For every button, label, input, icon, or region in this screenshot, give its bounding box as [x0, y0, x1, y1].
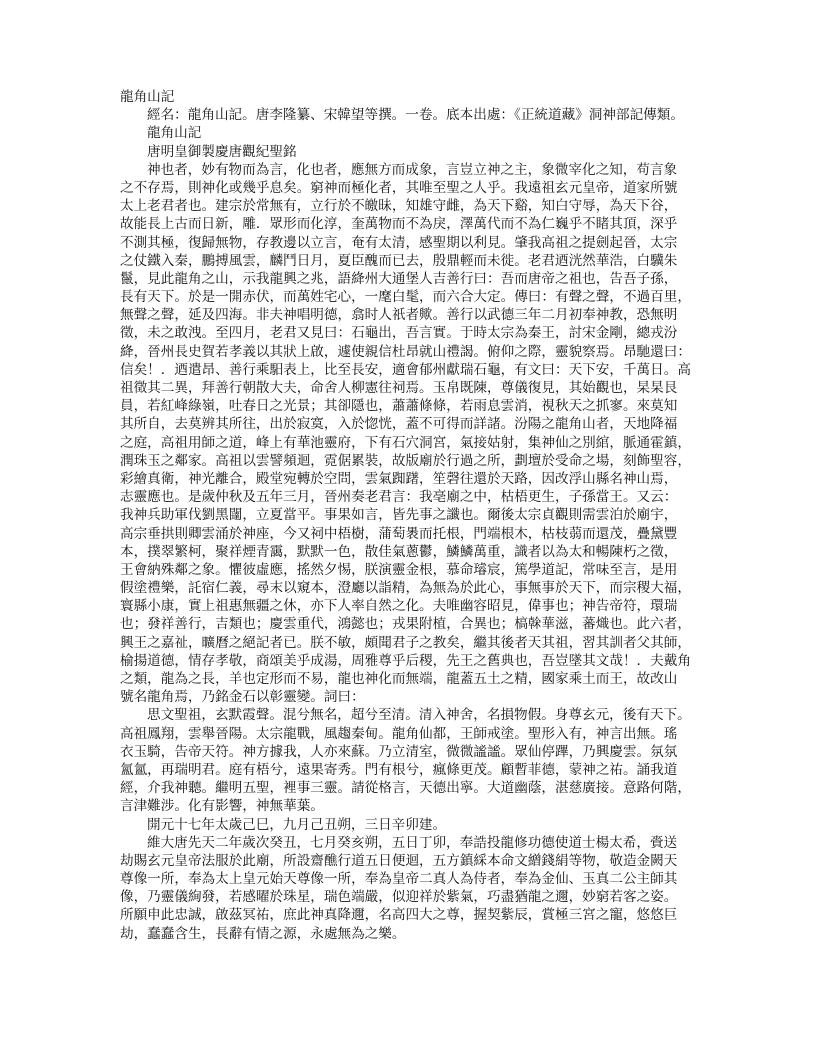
text-line: 不測其極，復歸無物，存教邊以立言，奄有太清，感聖期以利見。肇我高祖之提劍起晉，太宗	[120, 234, 678, 251]
text-line: 徵，未之敢洩。至四月，老君又見曰：石龜出，吾言實。于時太宗為秦王，討宋金剛，總戎汾	[120, 325, 678, 342]
text-line: 本，撲翠繁柯，聚祥煙青靄，默默一色，散佳氣蔥鬱，鱗鱗萬重，識者以為太和暢陳朽之徵，	[120, 543, 678, 560]
text-line: 所願申此忠誠，啟茲冥祐，庶此神真降邇，名高四大之尊，握契紫辰，賞極三宮之寵，悠悠巨	[120, 907, 678, 924]
text-line: 無聲之聲，延及四海。非夫神唱明德，翕时人祇者歟。善行以武德三年二月初奉神教，恐無明	[120, 307, 678, 324]
verse-line: 經，介我神聽。繼明五聖，裡事三靈。請從格言，天德出寧。大道幽蔭，湛慈廣接。意路何階，	[120, 780, 691, 797]
text-line: 維大唐先天二年歲次癸丑，七月癸亥朔，五日丁卯，奉誥投龍修功德使道士楊太希，賫送	[147, 834, 678, 851]
text-line: 志靈應也。是歲仲秋及五年三月，晉州奏老君言：我亳廟之中，枯梧更生，子孫當王。又云：	[120, 489, 678, 506]
text-line: 神也者，妙有物而為言，化也者，應無方而成象，言豈立神之主，象微宰化之知，苟言象	[147, 161, 678, 178]
text-line: 王會納殊鄰之象。懼彼虛應，搖然夕惕，朕演靈金根，慕命璿宸，篤學道記，常味至言，是用	[120, 561, 678, 578]
text-line: 之庭，高祖用師之道，峰上有華池靈府，下有石穴洞宮，氣接姑射，集神仙之別綰，脈通霍鎮，	[120, 434, 691, 451]
text-line: 興王之嘉祉，曠曆之絕記者已。朕不敏，頗聞君子之教矣，繼其後者天其祖，習其訓者父其師，	[120, 634, 691, 651]
text-line: 寰縣小康，實上祖惠無疆之休，亦下人率自然之化。夫唯幽容昭見，偉事也；神告帝符，環瑞	[120, 598, 678, 615]
text-line: 員，若紅峰綠嶺，吐春日之光景；其卻隱也，蕭蕭條條，若雨息雲消，視秋天之抓寥。來莫知	[120, 398, 678, 415]
document-page	[120, 88, 720, 943]
document-title: 龍角山記	[120, 89, 175, 105]
verse-line: 思文聖祖，玄默霞聲。混兮無名，超兮至清。清入神舍，名損物假。身尊玄元，後有天下。	[147, 707, 691, 724]
text-line: 太上老君者也。建宗於常無有，立行於不皦昧，知雄守雌，為天下谿，知白守辱，為天下谷，	[120, 198, 678, 215]
verse-line: 高祖鳳翔，雲舉晉陽。太宗龍戰，風趨秦甸。龍角仙都，王師戒塗。聖形入有，神言出無。瑤	[120, 725, 678, 742]
text-line: 榆揚道德，情存孝敬，商頌美乎成湯，周雅尊乎后稷，先王之舊典也，吾豈墜其文哉！．夫戴角	[120, 652, 691, 669]
inscription-verse	[120, 706, 720, 815]
text-line: 之不存焉，則神化或幾乎息矣。窮神而極化者，其唯至聖之人乎。我遠祖玄元皇帝，道家所號	[120, 179, 678, 196]
inscription-title: 唐明皇御製慶唐觀紀聖銘	[147, 143, 297, 160]
text-line: 其所自，去莫辨其所往，出於寂寞，入於惚恍，蓋不可得而詳諸。汾陽之龍角山者，天地降福	[120, 416, 678, 433]
text-line: 劫，蠢蠢含生，長辭有情之源，永處無為之樂。	[120, 925, 406, 942]
text-line: 號名龍角焉，乃銘金石以彰靈變。詞曰：	[120, 689, 365, 706]
text-line: 劫賜玄元皇帝法服於此廟，所設齋醮行道五日便迴，五方鎮綵本命文繒錢絹等物，敬造金闕天	[120, 852, 678, 869]
document-subtitle: 龍角山記	[147, 125, 202, 142]
text-line: 高宗垂拱則卿雲涌於神座，今又祠中梧樹，蒲萄褁而托根，門端根木，枯枝蒻而還茂，疊黛豐	[120, 525, 678, 542]
text-line: 之仗鐵入秦，鵬搏風雲，麟鬥日月，夏臣醜而已去，殷鼎輕而未徙。老君迺洸然華浩，白驥朱	[120, 252, 678, 269]
verse-line: 言津難涉。化有影響，神無華葉。	[120, 798, 324, 815]
text-line: 也；發祥善行，吉類也；慶雲重代，鴻懿也；戎果附植，合異也；槁榦華滋，蕃熾也。此六者，	[120, 616, 691, 633]
text-line: 假塗禮樂，託宿仁義，尋末以窺本，澄廳以詣精，為無為於此心，事無事於天下，而宗稷大福，	[120, 580, 691, 597]
text-line: 信矣！．迺遣昂、善行乘馹表上，比至長安，適會郁州獻瑞石龜，有文曰：天下安，千萬日。高	[120, 361, 691, 378]
text-line: 之類，龍為之長，羊也定形而不易，龍也神化而無端，龍蓋五土之精，國家乘土而王，故改山	[120, 671, 678, 687]
closing-paragraph	[120, 834, 720, 943]
date-line: 開元十七年太歲己巳，九月己丑朔，三日辛卯建。	[147, 816, 447, 833]
verse-line: 衣玉騎，告帝天符。神方據我，人亦來蘇。乃立清室，微微謐謐。眾仙停蹕，乃興慶雲。氛氛	[120, 743, 678, 760]
text-line: 像，乃靈儀絢發，若感曜於珠星，瑞色端嚴，似迎祥於紫氣，巧盡猶龍之邇，妙窮若客之姿。	[120, 889, 678, 906]
text-line: 鬣，見此龍角之山，示我龍興之兆，語絳州大通堡人吉善行曰：吾而唐帝之祖也，告吾子孫，	[120, 270, 678, 287]
text-line: 彩繪真衛，神光離合，殿堂宛轉於空問，雲氣踟躇，笙磬往還於天路，因改浮山縣名神山焉，	[120, 470, 678, 487]
document-meta-line: 經名：龍角山記。唐李隆纂、宋韓望等撰。一卷。底本出處：《正統道藏》洞神部記傳類。	[147, 107, 684, 124]
text-line: 絳，晉州長史賀若孝義以其狀上啟，遽使親信杜昂就山禮謁。俯仰之際，靈貌察焉。昂馳還曰：	[120, 343, 691, 360]
text-line: 尊像一所，奉為太上皇元始天尊像一所，奉為皇帝二真人為侍者，奉為金仙、玉真二公主師其	[120, 871, 678, 888]
text-line: 祖徵其二異，拜善行朝散大夫，命舍人柳憲往祠焉。玉帛既陳，尊儀復見，其始觀也，杲杲艮	[120, 380, 678, 396]
inscription-body	[120, 161, 720, 707]
text-line: 潤珠玉之鄰家。高祖以雲譬頻迴，霓倨累裝，故版廟於行過之所，劃壇於受命之場，刻飾聖容，	[120, 452, 691, 469]
text-line: 故能長上古而日新，雕．眾形而化淳，奎萬物而不為戾，澤萬代而不為仁巍乎不睹其頂，深乎	[120, 216, 678, 233]
text-line: 長有天下。於是一開赤伏，而萬姓宅心，一麾白髦，而六合大定。傳曰：有聲之聲，不過百里，	[120, 289, 691, 306]
text-line: 我神兵助軍伐劉黑闥，立夏當平。事果如言，皆先事之讖也。爾後太宗貞觀則需雲泊於廟宇，	[120, 507, 678, 524]
verse-line: 氳氳，再瑞明君。庭有梧兮，遠果寄秀。門有根兮，瘋條更茂。顧暫菲德，蒙神之祐。誦我道	[120, 761, 678, 778]
